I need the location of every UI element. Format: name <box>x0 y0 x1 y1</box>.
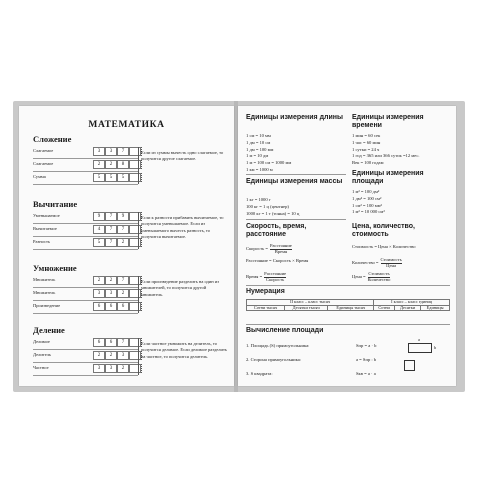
unit-line: 1 дм = 10 см <box>246 139 271 145</box>
fraction <box>381 258 402 268</box>
formula <box>246 244 292 254</box>
unit-line: 1 км = 1000 м <box>246 167 273 172</box>
section-title: Сложение <box>33 134 72 144</box>
unit-line: 1 м = 10 дм <box>246 153 269 159</box>
digit-cell: 7 <box>105 238 117 247</box>
row-divider <box>33 300 138 301</box>
row-label: Разность <box>33 239 51 244</box>
digit-cell: 6 <box>93 338 105 347</box>
unit-line: Век = 100 годам <box>352 160 384 166</box>
digit-cell: 3 <box>105 147 117 156</box>
table-row <box>33 302 138 311</box>
digit-cell: 6 <box>117 302 129 311</box>
digit-cell: 7 <box>117 338 129 347</box>
unit-line: 1 м² = 100 дм² <box>352 189 380 194</box>
unit-line: 1 кг = 1000 г <box>246 197 271 202</box>
table-row <box>33 160 138 169</box>
fraction <box>368 272 391 282</box>
formula-left: Расстояние = Скорость × Время <box>246 258 309 263</box>
side-a-label: a <box>418 337 420 342</box>
digit-cell: 3 <box>105 364 117 373</box>
unit-line: 1 час = 60 мин <box>352 139 381 145</box>
row-label: Уменьшаемое <box>33 213 60 218</box>
rank-header: Единицы тысяч <box>328 305 374 311</box>
row-label: Произведение <box>33 303 61 308</box>
table-row <box>33 225 138 234</box>
digit-cell: 7 <box>117 276 129 285</box>
area-rule-text: 3. S квадрата: <box>246 371 273 376</box>
area-rule-text: 1. Площадь (S) прямоугольника: <box>246 343 310 348</box>
digit-cell: 9 <box>93 212 105 221</box>
denominator: Скорость <box>266 276 285 282</box>
digit-cell: 2 <box>105 160 117 169</box>
digit-cell: 3 <box>117 351 129 360</box>
row-divider <box>33 171 138 172</box>
digit-cell: 5 <box>93 238 105 247</box>
row-label: Множитель <box>33 290 56 295</box>
fraction <box>264 272 286 282</box>
row-divider <box>33 375 138 376</box>
digit-cell: 3 <box>93 364 105 373</box>
digit-cell: 4 <box>93 225 105 234</box>
digit-cell: 7 <box>105 225 117 234</box>
unit-line: 1 дм = 100 мм <box>246 146 274 152</box>
rule-text: Если произведение разделить на один из множителей, то получится другой множитель. <box>141 279 219 297</box>
table-row <box>33 338 138 347</box>
numerator: Стоимость <box>368 271 390 276</box>
area-formula: a = Sпр : b <box>356 357 377 362</box>
table-row <box>33 212 138 221</box>
digit-cell: 2 <box>105 276 117 285</box>
side-b-label: b <box>434 345 437 350</box>
rule-text: Если из суммы вычесть одно слагаемое, то получится другое слагаемое. <box>141 150 224 162</box>
time-title: Единицы измерения времени <box>352 114 424 129</box>
rank-header: Десятки тысяч <box>285 305 328 311</box>
digit-cell: 3 <box>93 289 105 298</box>
digit-cell: 7 <box>117 225 129 234</box>
digit-cell: 8 <box>117 160 129 169</box>
numeration-headers <box>247 305 450 311</box>
area-rule-text: 2. Сторона прямоугольника: <box>246 357 302 362</box>
rank-header: Единицы <box>421 305 450 311</box>
fraction <box>270 244 292 254</box>
digit-cell: 3 <box>105 289 117 298</box>
numeration-table <box>246 299 450 311</box>
digit-cell: 5 <box>117 173 129 182</box>
digit-cell: 5 <box>93 173 105 182</box>
digit-cell: 3 <box>93 147 105 156</box>
unit-line: 1 см = 10 мм <box>246 133 271 138</box>
row-divider <box>33 158 138 159</box>
section-title: Вычитание <box>33 199 78 209</box>
formula-left: Время = <box>246 274 263 280</box>
digit-cell: 2 <box>93 160 105 169</box>
numerator: Стоимость <box>380 257 402 262</box>
numeration-title: Нумерация <box>246 288 285 295</box>
section-title: Умножение <box>33 263 77 273</box>
digit-cell: 6 <box>93 302 105 311</box>
digit-cell: 2 <box>117 364 129 373</box>
formula-left: Стоимость = Цена × Количество <box>352 244 416 249</box>
dotted-separator <box>141 364 142 373</box>
rule-text: Если частное умножить на делитель, то получится делимое. Если делимое разделить на частное, то получится делитель. <box>141 341 227 359</box>
formula <box>352 272 390 282</box>
unit-line: 1 год = 365 или 366 суток =12 мес. <box>352 153 420 159</box>
row-label: Частное <box>33 365 49 370</box>
area-units-title: Единицы измерения площади <box>352 170 424 185</box>
divider <box>246 324 450 325</box>
unit-line: 1 см² = 100 мм² <box>352 202 382 208</box>
row-divider <box>33 313 138 314</box>
digit-cell: 6 <box>105 302 117 311</box>
digit-cell: 2 <box>93 351 105 360</box>
table-row <box>33 147 138 156</box>
row-divider <box>33 287 138 288</box>
denominator: Количество <box>367 276 391 282</box>
row-label: Множитель <box>33 277 56 282</box>
area-calc-title: Вычисление площади <box>246 327 324 334</box>
divider <box>246 285 450 286</box>
formula <box>352 244 416 249</box>
table-row <box>33 173 138 182</box>
digit-cell: 6 <box>105 338 117 347</box>
area-formula: Sкв = a · a <box>356 371 376 376</box>
square-shape <box>404 360 415 371</box>
denominator: Цена <box>386 262 397 268</box>
denominator: Время <box>274 248 288 254</box>
row-divider <box>33 349 138 350</box>
unit-line: 100 кг = 1 ц (центнер) <box>246 203 289 209</box>
left-page <box>19 106 234 386</box>
rank-header: Сотни <box>374 305 395 311</box>
row-divider <box>33 223 138 224</box>
row-divider <box>33 236 138 237</box>
dotted-separator <box>141 173 142 182</box>
formula-left: Цена = <box>352 274 366 280</box>
unit-line: 1 дм² = 100 см² <box>352 195 382 201</box>
unit-line: 1 сутки = 24 ч <box>352 146 380 152</box>
digit-cell: 2 <box>117 289 129 298</box>
row-label: Вычитаемое <box>33 226 57 231</box>
rank-header: Десятки <box>395 305 421 311</box>
class-units: I класс – класс единиц <box>374 300 450 306</box>
table-row <box>33 238 138 247</box>
numerator: Расстояние <box>264 271 287 276</box>
page-title: МАТЕМАТИКА <box>88 120 165 130</box>
digit-cell: 2 <box>93 276 105 285</box>
numerator: Расстояние <box>269 243 292 248</box>
unit-line: 1 м² = 10 000 см² <box>352 209 385 215</box>
digit-cell: 9 <box>117 212 129 221</box>
row-divider <box>33 249 138 250</box>
row-label: Слагаемое <box>33 148 54 153</box>
digit-cell: 7 <box>105 212 117 221</box>
table-row <box>33 289 138 298</box>
section-title: Деление <box>33 325 65 335</box>
table-row <box>33 351 138 360</box>
row-label: Делитель <box>33 352 52 357</box>
unit-line: 1 м = 100 см = 1000 мм <box>246 160 292 166</box>
rule-text: Если к разности прибавить вычитаемое, то получится уменьшаемое. Если из уменьшаемого вычесть разность, то получится вычитаемое. <box>141 215 224 239</box>
digit-cell: 2 <box>117 238 129 247</box>
formula <box>352 258 402 268</box>
row-label: Сумма <box>33 174 46 179</box>
unit-line: 1000 кг = 1 т (тонна) = 10 ц <box>246 210 300 216</box>
speed-title: Скорость, время, расстояние <box>246 223 307 238</box>
table-row <box>33 364 138 373</box>
price-title: Цена, количество, стоимость <box>352 223 415 238</box>
rank-header: Сотни тысяч <box>247 305 285 311</box>
dotted-separator <box>141 302 142 311</box>
divider <box>246 219 346 220</box>
row-divider <box>33 362 138 363</box>
formula <box>246 258 308 263</box>
digit-cell: 7 <box>117 147 129 156</box>
unit-line: 1 мин = 60 сек <box>352 133 381 138</box>
right-page <box>238 106 456 386</box>
formula-left: Скорость = <box>246 246 268 252</box>
rectangle-shape <box>408 343 432 353</box>
table-row <box>33 276 138 285</box>
mass-title: Единицы измерения массы <box>246 178 343 185</box>
row-label: Слагаемое <box>33 161 54 166</box>
row-label: Делимое <box>33 339 50 344</box>
digit-cell: 5 <box>105 173 117 182</box>
length-title: Единицы измерения длины <box>246 114 343 121</box>
area-formula: Sпр = a · b <box>356 343 377 348</box>
divider <box>246 174 346 175</box>
class-thousands: II класс – класс тысяч <box>247 300 374 306</box>
formula-left: Количество = <box>352 260 379 266</box>
row-divider <box>33 184 138 185</box>
formula <box>246 272 286 282</box>
digit-cell: 2 <box>105 351 117 360</box>
